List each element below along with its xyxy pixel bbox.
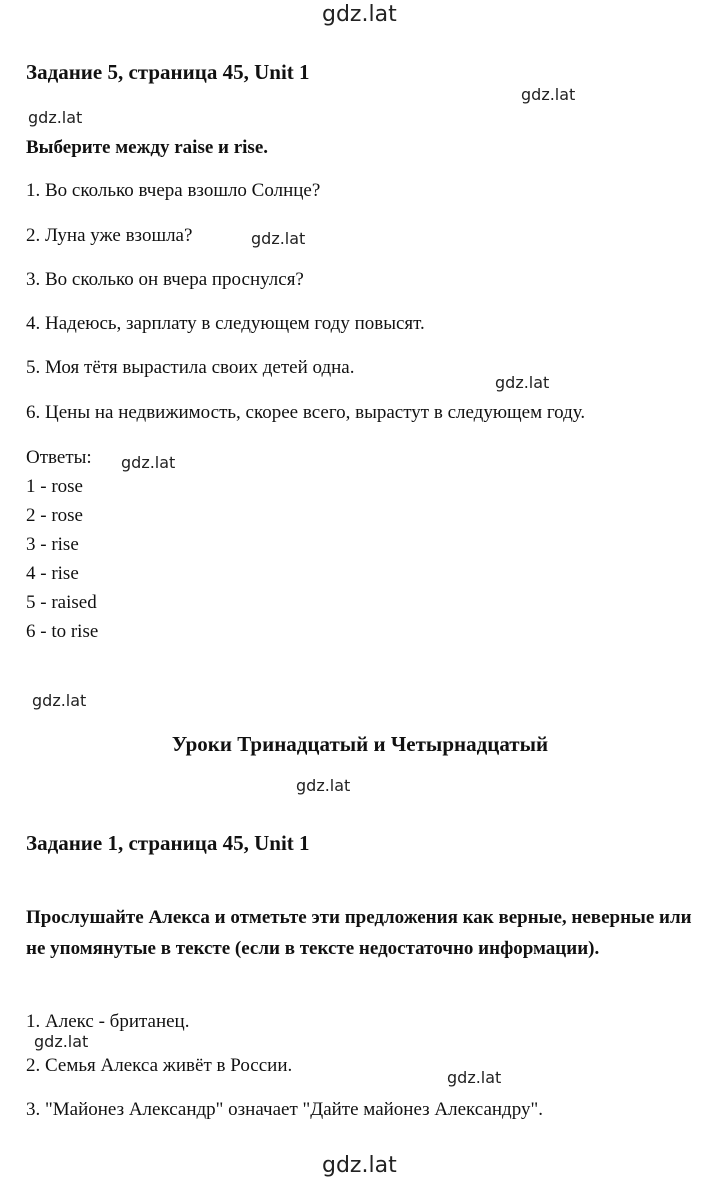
watermark: gdz.lat [32,691,87,710]
task1-sentence: 1. Алекс - британец. [26,1011,190,1032]
answers-label: Ответы: [26,447,92,468]
lesson-heading: Уроки Тринадцатый и Четырнадцатый [171,732,549,756]
answer-item: 1 - rose [26,476,83,497]
answer-item: 3 - rise [26,534,79,555]
answer-item: 2 - rose [26,505,83,526]
task5-sentence: 6. Цены на недвижимость, скорее всего, вырастут в следующем году. [26,402,586,423]
watermark: gdz.lat [34,1032,89,1051]
answer-item: 4 - rise [26,563,79,584]
task5-sentence: 1. Во сколько вчера взошло Солнце? [26,180,321,201]
watermark: gdz.lat [296,776,351,795]
task5-heading: Задание 5, страница 45, Unit 1 [26,60,310,84]
watermark: gdz.lat [521,85,576,104]
task5-instruction: Выберите между raise и rise. [26,137,269,158]
task5-sentence: 3. Во сколько он вчера проснулся? [26,269,304,290]
task1-sentence: 2. Семья Алекса живёт в России. [26,1055,293,1076]
watermark: gdz.lat [447,1068,502,1087]
watermark: gdz.lat [251,229,306,248]
answer-item: 5 - raised [26,592,97,613]
task5-sentence: 5. Моя тётя вырастила своих детей одна. [26,357,355,378]
task5-sentence: 2. Луна уже взошла? [26,225,193,246]
watermark: gdz.lat [495,373,550,392]
task1-instruction: Прослушайте Алекса и отметьте эти предложения как верные, неверные или не упомянутые в тексте (если в тексте недостаточно информации). [26,907,692,959]
task1-heading: Задание 1, страница 45, Unit 1 [26,831,310,855]
watermark-top: gdz.lat [322,2,397,27]
task1-sentence: 3. "Майонез Александр" означает "Дайте майонез Александру". [26,1099,543,1120]
watermark: gdz.lat [121,453,176,472]
answer-item: 6 - to rise [26,621,99,642]
watermark-bottom: gdz.lat [322,1153,397,1178]
task5-sentence: 4. Надеюсь, зарплату в следующем году повысят. [26,313,425,334]
watermark: gdz.lat [28,108,83,127]
